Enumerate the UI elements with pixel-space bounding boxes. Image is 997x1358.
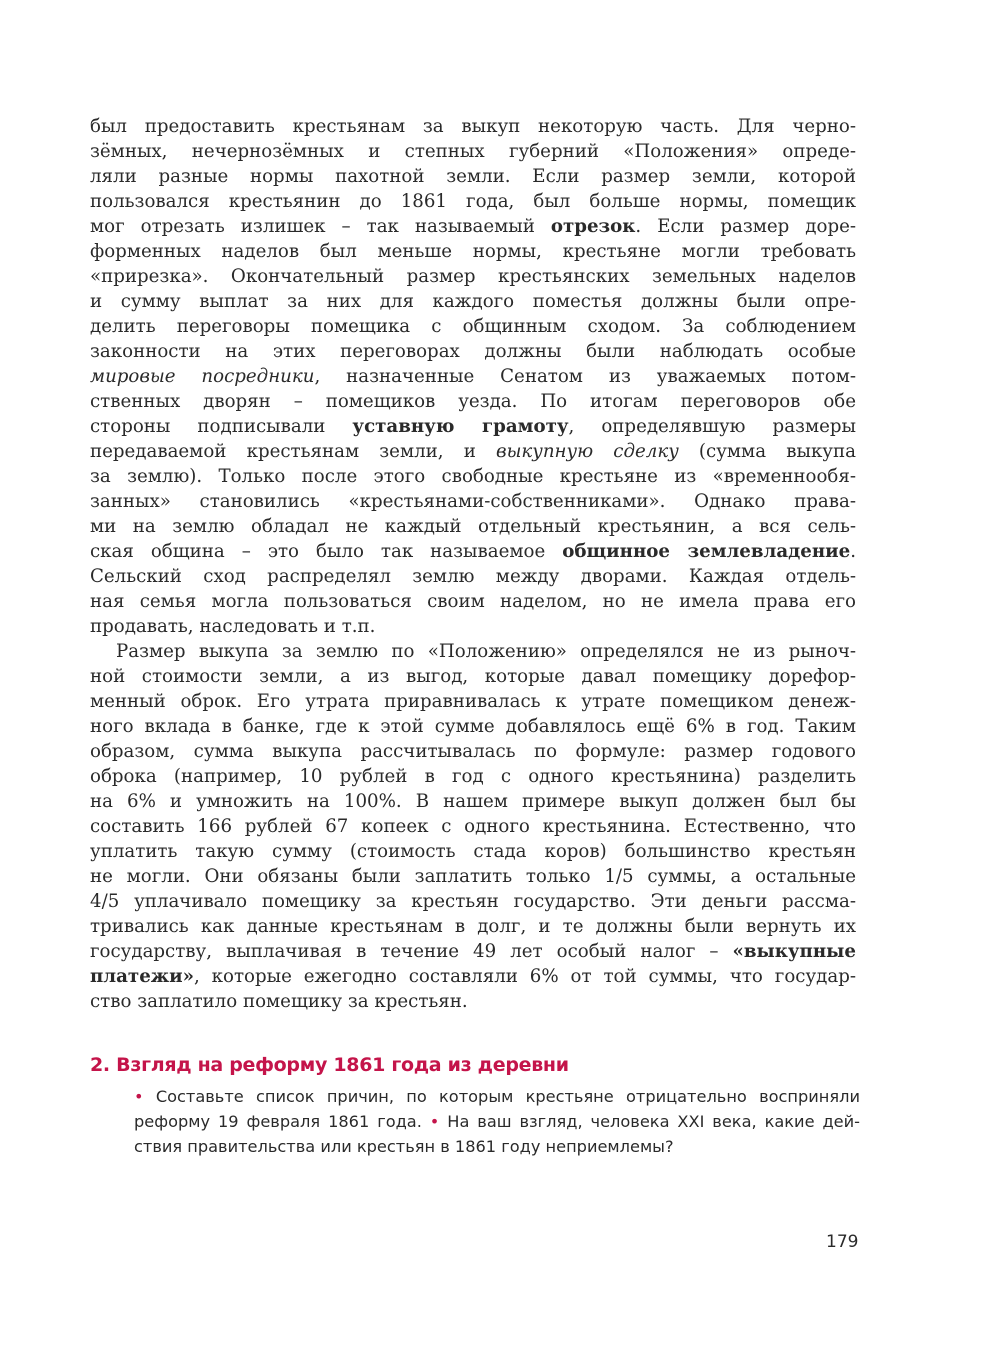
text-run: стороны подписывали	[90, 416, 353, 437]
text-run: передаваемой крестьянам земли, и	[90, 441, 497, 462]
text-run: зёмных, нечернозёмных и степных губерний «Положения» опреде-	[90, 141, 856, 162]
text-line	[90, 689, 856, 714]
text-line	[90, 189, 856, 214]
text-run: .	[850, 541, 856, 562]
text-run: образом, сумма выкупа рассчитывалась по формуле: размер годового	[90, 741, 856, 762]
text-run: был предоставить крестьянам за выкуп некоторую часть. Для черно-	[90, 116, 856, 137]
text-line	[90, 764, 856, 789]
text-run: законности на этих переговорах должны были наблюдать особые	[90, 341, 856, 362]
italic-term: мировые посредники	[90, 366, 315, 387]
text-run: ляли разные нормы пахотной земли. Если размер земли, которой	[90, 166, 856, 187]
text-run: , назначенные Сенатом из уважаемых потом-	[314, 366, 856, 387]
text-line	[90, 914, 856, 939]
text-line	[90, 114, 856, 139]
text-line	[90, 489, 856, 514]
text-run: пользовался крестьянин до 1861 года, был больше нормы, помещик	[90, 191, 856, 212]
text-line	[90, 239, 856, 264]
text-run: На ваш взгляд, человека XXI века, какие дей-	[447, 1112, 860, 1131]
text-run: делить переговоры помещика с общинным сходом. За соблюдением	[90, 316, 856, 337]
text-run: , которые ежегодно составляли 6% от той суммы, что государ-	[193, 966, 856, 987]
text-line	[90, 414, 856, 439]
text-line	[90, 439, 856, 464]
text-line	[90, 364, 856, 389]
text-run: и сумму выплат за них для каждого поместья должны были опре-	[90, 291, 856, 312]
text-run: оброка (например, 10 рублей в год с одного крестьянина) разделить	[90, 766, 856, 787]
text-run: на 6% и умножить на 100%. В нашем примере выкуп должен был бы	[90, 791, 856, 812]
task-bullets	[134, 1084, 860, 1159]
text-run: . Если размер доре-	[635, 216, 857, 237]
text-run: ская община – это было так называемое	[90, 541, 563, 562]
text-line	[90, 739, 856, 764]
bold-term: уставную грамоту	[352, 416, 569, 437]
text-run: уплатить такую сумму (стоимость стада коров) большинство крестьян	[90, 841, 856, 862]
text-run: Сельский сход распределял землю между дворами. Каждая отдель-	[90, 566, 856, 587]
text-run: «прирезка». Окончательный размер крестьянских земельных наделов	[90, 266, 856, 287]
text-line	[90, 589, 856, 614]
text-line	[90, 314, 856, 339]
text-run: реформу 19 февраля 1861 года.	[134, 1112, 430, 1131]
text-line	[90, 664, 856, 689]
page-number: 179	[826, 1232, 859, 1252]
text-run: ственных дворян – помещиков уезда. По итогам переговоров обе	[90, 391, 856, 412]
text-line	[90, 139, 856, 164]
text-run: мог отрезать излишек – так называемый	[90, 216, 551, 237]
text-line	[90, 864, 856, 889]
text-run: занных» становились «крестьянами-собственниками». Однако права-	[90, 491, 856, 512]
text-run: ной стоимости земли, а из выгод, которые давал помещику дорефор-	[90, 666, 856, 687]
bullet-icon: •	[429, 1112, 448, 1131]
section-heading: 2. Взгляд на реформу 1861 года из деревни	[90, 1054, 569, 1076]
text-run: составить 166 рублей 67 копеек с одного крестьянина. Естественно, что	[90, 816, 856, 837]
text-line	[90, 814, 856, 839]
text-run: , определявшую размеры	[568, 416, 856, 437]
text-line	[134, 1134, 860, 1159]
text-run: ная семья могла пользоваться своим наделом, но не имела права его	[90, 591, 856, 612]
text-line	[90, 339, 856, 364]
text-run: продавать, наследовать и т.п.	[90, 616, 376, 637]
text-run: не могли. Они обязаны были заплатить только 1/5 суммы, а остальные	[90, 866, 856, 887]
text-line	[90, 214, 856, 239]
text-line	[134, 1109, 860, 1134]
text-run: ми на землю обладал не каждый отдельный крестьянин, а вся сель-	[90, 516, 856, 537]
text-run: Составьте список причин, по которым крестьяне отрицательно восприняли	[155, 1087, 860, 1106]
text-line	[90, 839, 856, 864]
bullet-icon: •	[134, 1087, 156, 1106]
bold-term: общинное землевладение	[562, 541, 851, 562]
text-run: менный оброк. Его утрата приравнивалась к утрате помещиком денеж-	[90, 691, 856, 712]
text-run: ствия правительства или крестьян в 1861 году неприемлемы?	[134, 1137, 674, 1156]
bold-term: платежи»	[90, 966, 194, 987]
text-line	[90, 164, 856, 189]
text-run: за землю). Только после этого свободные крестьяне из «временнообя-	[90, 466, 856, 487]
text-run: (сумма выкупа	[678, 441, 856, 462]
text-line	[90, 714, 856, 739]
text-line	[90, 539, 856, 564]
text-line	[90, 514, 856, 539]
text-line	[134, 1084, 860, 1109]
text-line	[90, 614, 856, 639]
text-run: тривались как данные крестьянам в долг, и те должны были вернуть их	[90, 916, 856, 937]
text-run: 4/5 уплачивало помещику за крестьян государство. Эти деньги рассма-	[90, 891, 856, 912]
text-line	[90, 389, 856, 414]
text-run: ство заплатило помещику за крестьян.	[90, 991, 468, 1012]
text-line	[90, 564, 856, 589]
text-line	[90, 964, 856, 989]
text-run: ного вклада в банке, где к этой сумме добавлялось ещё 6% в год. Таким	[90, 716, 856, 737]
text-line	[90, 639, 856, 664]
main-text	[90, 114, 856, 1014]
text-line	[90, 789, 856, 814]
text-line	[90, 464, 856, 489]
section-2	[90, 1054, 860, 1159]
text-line	[90, 939, 856, 964]
bold-term: отрезок	[550, 216, 636, 237]
text-line	[90, 889, 856, 914]
text-run: форменных наделов был меньше нормы, крестьяне могли требовать	[90, 241, 856, 262]
text-run: государству, выплачивая в течение 49 лет особый налог –	[90, 941, 733, 962]
italic-term: выкупную сделку	[496, 441, 679, 462]
text-line	[90, 289, 856, 314]
text-run: Размер выкупа за землю по «Положению» определялся не из рыноч-	[116, 641, 856, 662]
bold-term: «выкупные	[732, 941, 856, 962]
text-line	[90, 989, 856, 1014]
text-line	[90, 264, 856, 289]
